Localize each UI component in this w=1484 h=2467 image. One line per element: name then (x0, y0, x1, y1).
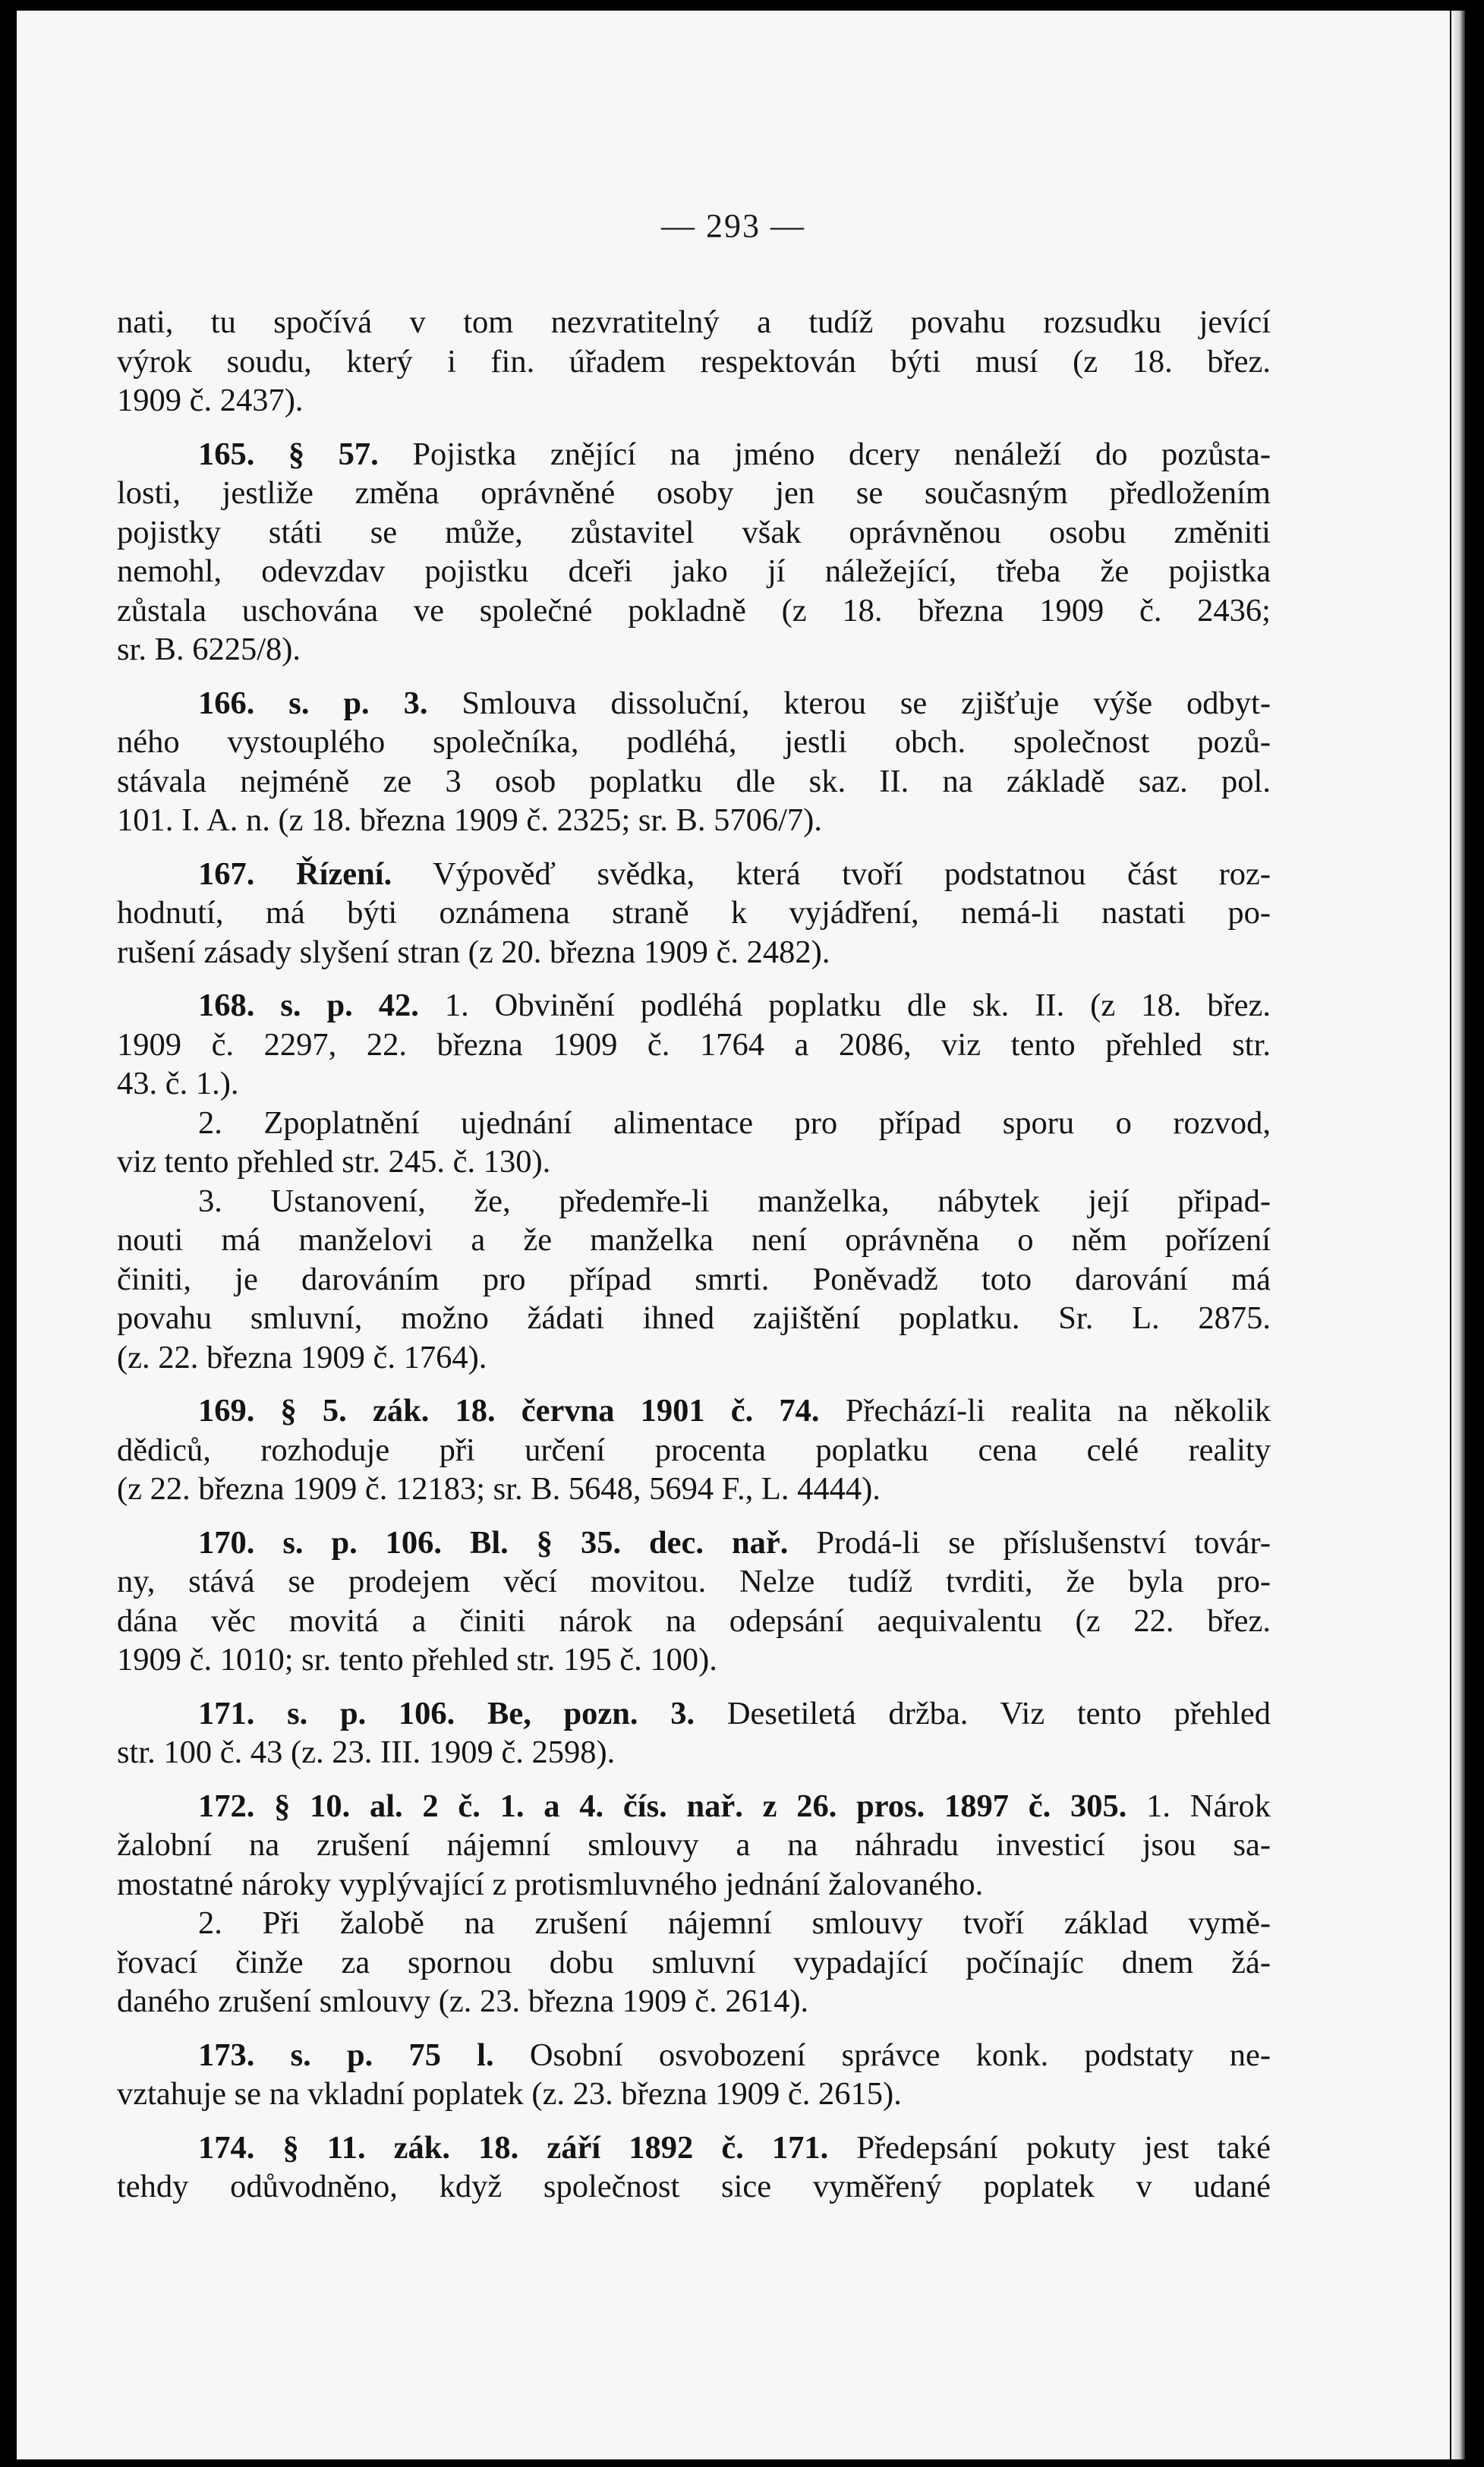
line-text: pojistky státi se může, zůstavitel však oprávněnou osobu změniti (117, 514, 1271, 550)
entry-heading: 171. s. p. 106. Be, pozn. 3. (198, 1695, 695, 1731)
line-text: povahu smluvní, možno žádati ihned zajištění poplatku. Sr. L. 2875. (117, 1300, 1271, 1336)
line-text: viz tento přehled str. 245. č. 130). (117, 1144, 551, 1180)
text-line (117, 1299, 1271, 1338)
text-line (117, 801, 1271, 840)
text-line (117, 1104, 1271, 1143)
text-line (117, 723, 1271, 762)
paragraph-gap (117, 1772, 1271, 1787)
entry-heading: 173. s. p. 75 l. (198, 2037, 494, 2073)
line-text: řovací činže za spornou dobu smluvní vypadající počínajíc dnem žá- (117, 1944, 1271, 1980)
line-text: 1. Obvinění podléhá poplatku dle sk. II. (z 18. břez. (444, 988, 1271, 1023)
entry-heading: 172. § 10. al. 2 č. 1. a 4. čís. nař. z 26. pros. 1897 č. 305. (198, 1788, 1127, 1824)
text-line (117, 1026, 1271, 1065)
text-line (117, 1733, 1271, 1772)
paragraph-first-line (117, 435, 1271, 474)
page-number: — 293 — (661, 207, 805, 244)
line-text: sr. B. 6225/8). (117, 632, 301, 667)
paragraph-gap (117, 2021, 1271, 2036)
paragraph-gap (117, 421, 1271, 435)
line-text: žalobní na zrušení nájemní smlouvy a na náhradu investicí jsou sa- (117, 1827, 1271, 1863)
line-text: dána věc movitá a činiti nárok na odepsání aequivalentu (z 22. břez. (117, 1602, 1271, 1639)
text-line (117, 1431, 1271, 1470)
text-line (117, 933, 1271, 972)
text-line (117, 1602, 1271, 1641)
text-line (117, 1064, 1271, 1104)
text-line (117, 630, 1271, 670)
line-text: Přechází-li realita na několik (845, 1393, 1271, 1429)
line-text: 1909 č. 2297, 22. března 1909 č. 1764 a 2086, viz tento přehled str. (117, 1026, 1271, 1063)
text-line (117, 2075, 1271, 2114)
paragraph-first-line (117, 1391, 1271, 1431)
line-text: 3. Ustanovení, že, předemře-li manželka, nábytek její připad- (198, 1183, 1271, 1219)
text-line (117, 1904, 1271, 1943)
text-line (117, 893, 1271, 933)
paragraph-gap (117, 1509, 1271, 1523)
body-text (117, 303, 1271, 2207)
paragraph-gap (117, 670, 1271, 684)
line-text: nemohl, odevzdav pojistku dceři jako jí náležející, třeba že pojistka (117, 553, 1271, 589)
paragraph-gap (117, 972, 1271, 986)
line-text: Desetiletá držba. Viz tento přehled (726, 1695, 1271, 1731)
text-line (117, 303, 1271, 342)
paragraph-gap (117, 840, 1271, 855)
text-line (117, 1182, 1271, 1221)
text-line (117, 591, 1271, 631)
text-line (117, 1470, 1271, 1509)
line-text: rušení zásady slyšení stran (z 20. března 1909 č. 2482). (117, 934, 830, 970)
line-text: dědiců, rozhoduje při určení procenta poplatku cena celé reality (117, 1432, 1271, 1468)
line-text: Pojistka znějící na jméno dcery nenáleží do pozůsta- (412, 436, 1271, 472)
paragraph-gap (117, 1377, 1271, 1391)
entry-heading: 169. § 5. zák. 18. června 1901 č. 74. (198, 1393, 820, 1429)
text-line (117, 474, 1271, 513)
text-line (117, 1943, 1271, 1983)
book-page (17, 11, 1450, 2459)
text-line (117, 513, 1271, 553)
line-text: hodnutí, má býti oznámena straně k vyjádření, nemá-li nastati po- (117, 895, 1271, 931)
line-text: losti, jestliže změna oprávněné osoby jen se současným předložením (117, 475, 1271, 511)
text-line (117, 1562, 1271, 1602)
text-line (117, 1338, 1271, 1378)
line-text: daného zrušení smlouvy (z. 23. března 1909 č. 2614). (117, 1983, 809, 2019)
line-text: 101. I. A. n. (z 18. března 1909 č. 2325; sr. B. 5706/7). (117, 802, 822, 838)
entry-heading: 174. § 11. zák. 18. září 1892 č. 171. (198, 2129, 829, 2166)
line-text: nouti má manželovi a že manželka není oprávněna o něm pořízení (117, 1222, 1271, 1258)
line-text: Prodá-li se příslušenství továr- (816, 1524, 1271, 1561)
paragraph-first-line (117, 1787, 1271, 1826)
line-text: 2. Zpoplatnění ujednání alimentace pro případ sporu o rozvod, (198, 1104, 1271, 1141)
text-line (117, 1221, 1271, 1260)
line-text: str. 100 č. 43 (z. 23. III. 1909 č. 2598). (117, 1734, 616, 1770)
entry-heading: 167. Řízení. (198, 855, 392, 892)
line-text: Výpověď svědka, která tvoří podstatnou část roz- (432, 855, 1271, 892)
line-text: Předepsání pokuty jest také (856, 2129, 1271, 2166)
paragraph-first-line (117, 855, 1271, 894)
text-line (117, 342, 1271, 382)
line-text: (z 22. března 1909 č. 12183; sr. B. 5648, 5694 F., L. 4444). (117, 1471, 881, 1507)
text-line (117, 1826, 1271, 1865)
line-text: 43. č. 1.). (117, 1066, 239, 1101)
line-text: činiti, je darováním pro případ smrti. Poněvadž toto darování má (117, 1261, 1271, 1297)
paragraph-first-line (117, 2128, 1271, 2168)
page-edge (1451, 11, 1465, 2459)
paragraph-gap (117, 1680, 1271, 1694)
text-line (117, 2167, 1271, 2207)
text-line (117, 381, 1271, 421)
entry-heading: 165. § 57. (198, 436, 379, 472)
line-text: stávala nejméně ze 3 osob poplatku dle sk. II. na základě saz. pol. (117, 763, 1271, 799)
text-line (117, 762, 1271, 802)
line-text: nati, tu spočívá v tom nezvratitelný a tudíž povahu rozsudku jevící (117, 304, 1271, 340)
line-text: zůstala uschována ve společné pokladně (z 18. března 1909 č. 2436; (117, 592, 1271, 629)
line-text: Smlouva dissoluční, kterou se zjišťuje výše odbyt- (462, 685, 1271, 721)
paragraph-gap (117, 2114, 1271, 2128)
entry-heading: 170. s. p. 106. Bl. § 35. dec. nař. (198, 1524, 789, 1561)
entry-heading: 166. s. p. 3. (198, 685, 428, 721)
line-text: (z. 22. března 1909 č. 1764). (117, 1339, 487, 1375)
text-line (117, 1982, 1271, 2021)
line-text: mostatné nároky vyplývající z protismluvného jednání žalovaného. (117, 1866, 984, 1902)
line-text: ny, stává se prodejem věcí movitou. Nelze tudíž tvrditi, že byla pro- (117, 1564, 1271, 1599)
line-text: 2. Při žalobě na zrušení nájemní smlouvy tvoří základ vymě- (198, 1905, 1271, 1941)
paragraph-first-line (117, 2036, 1271, 2075)
entry-heading: 168. s. p. 42. (198, 988, 419, 1023)
text-line (117, 1260, 1271, 1300)
line-text: 1909 č. 1010; sr. tento přehled str. 195 č. 100). (117, 1642, 717, 1678)
line-text: 1909 č. 2437). (117, 383, 304, 418)
text-line (117, 1640, 1271, 1680)
text-line (117, 552, 1271, 591)
paragraph-first-line (117, 1694, 1271, 1734)
line-text: 1. Nárok (1146, 1788, 1271, 1824)
line-text: ného vystouplého společníka, podléhá, jestli obch. společnost pozů- (117, 724, 1271, 760)
paragraph-first-line (117, 1523, 1271, 1563)
text-line (117, 1865, 1271, 1905)
line-text: tehdy odůvodněno, když společnost sice vyměřený poplatek v udané (117, 2169, 1271, 2204)
paragraph-first-line (117, 986, 1271, 1026)
line-text: Osobní osvobození správce konk. podstaty ne- (529, 2037, 1271, 2073)
paragraph-first-line (117, 684, 1271, 723)
line-text: výrok soudu, který i fin. úřadem respektován býti musí (z 18. břez. (117, 343, 1271, 380)
text-line (117, 1142, 1271, 1182)
line-text: vztahuje se na vkladní poplatek (z. 23. března 1909 č. 2615). (117, 2076, 902, 2112)
